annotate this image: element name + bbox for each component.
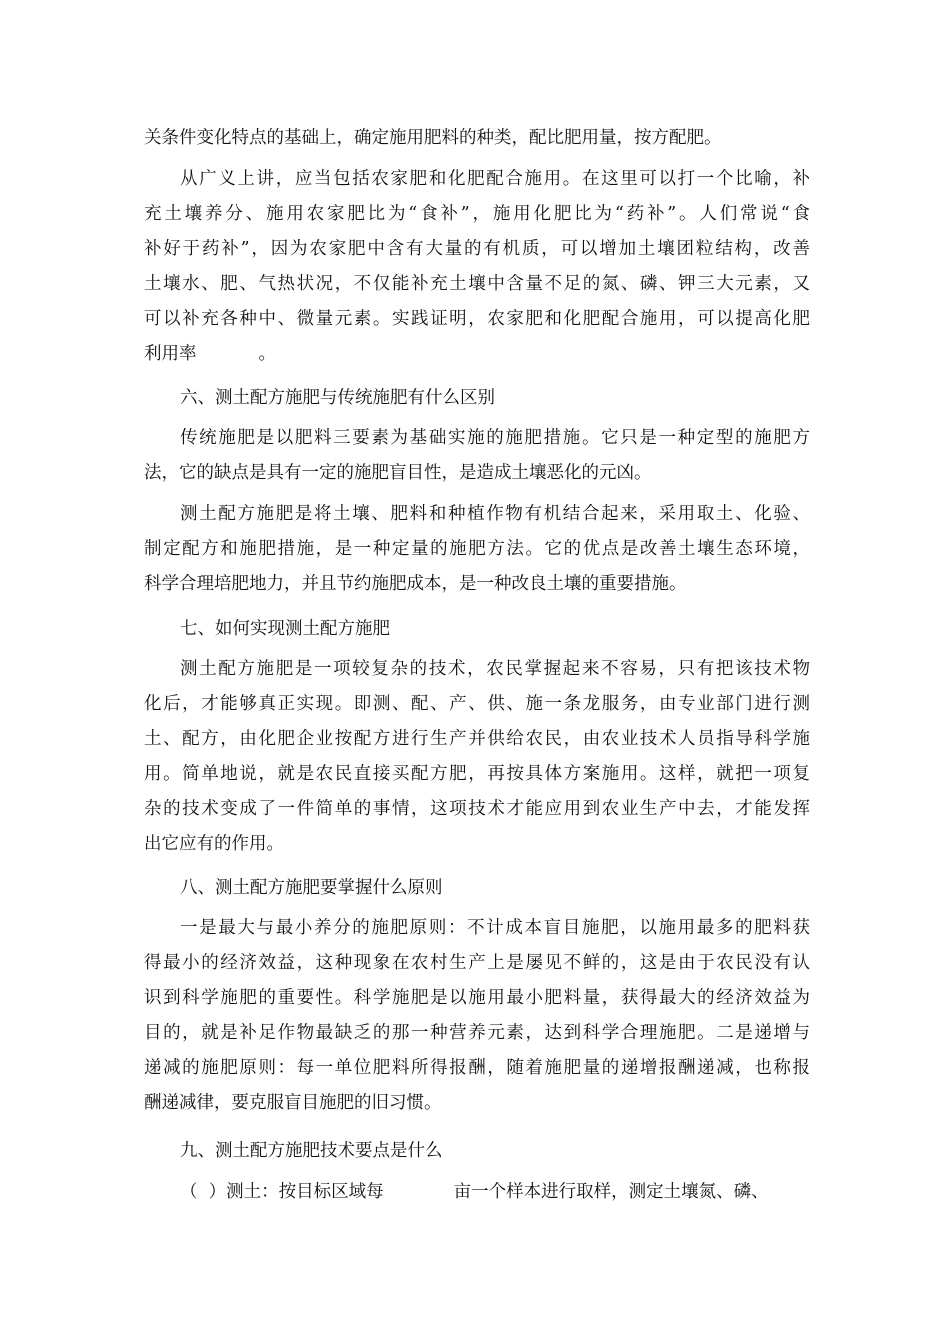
- paragraph-traditional-fertilization: [144, 421, 810, 491]
- section-heading-6: 六、测土配方施肥与传统施肥有什么区别: [180, 388, 495, 408]
- text-line: 识到科学施肥的重要性。科学施肥是以施用最小肥料量，获得最大的经济效益为: [144, 988, 810, 1008]
- text-line: 从广义上讲，应当包括农家肥和化肥配合施用。在这里可以打一个比喻，补: [180, 169, 810, 189]
- paragraph-continuation: [144, 121, 810, 156]
- text-line: 测土配方施肥是一项较复杂的技术，农民掌握起来不容易，只有把该技术物: [180, 659, 810, 679]
- text-line-with-gap: [144, 337, 810, 372]
- text-line: 杂的技术变成了一件简单的事情，这项技术才能应用到农业生产中去，才能发挥: [144, 799, 810, 819]
- text-line: 得最小的经济效益，这种现象在农村生产上是屡见不鲜的，这是由于农民没有认: [144, 953, 810, 973]
- paragraph-broad-sense: [144, 162, 810, 372]
- text-fragment: 利用率: [144, 344, 197, 364]
- text-fragment: （ ）测土：按目标区域每: [180, 1182, 384, 1202]
- text-line: 法，它的缺点是具有一定的施肥盲目性，是造成土壤恶化的元凶。: [144, 463, 652, 483]
- paragraph-principles: [144, 911, 810, 1121]
- text-line: 一是最大与最小养分的施肥原则：不计成本盲目施肥，以施用最多的肥料获: [180, 918, 810, 938]
- text-line: 酬递减律，要克服盲目施肥的旧习惯。: [144, 1093, 442, 1113]
- text-line: 可以补充各种中、微量元素。实践证明，农家肥和化肥配合施用，可以提高化肥: [144, 309, 810, 329]
- section-heading-9: 九、测土配方施肥技术要点是什么: [180, 1141, 443, 1161]
- section-heading-7: 七、如何实现测土配方施肥: [180, 619, 390, 639]
- text-line: 化后，才能够真正实现。即测、配、产、供、施一条龙服务，由专业部门进行测: [144, 694, 810, 714]
- text-line: 土、配方，由化肥企业按配方进行生产并供给农民，由农业技术人员指导科学施: [144, 729, 810, 749]
- paragraph-implementation: [144, 652, 810, 862]
- text-line: 关条件变化特点的基础上，确定施用肥料的种类，配比肥用量，按方配肥。: [144, 128, 722, 148]
- paragraph-soil-testing-formula: [144, 497, 810, 602]
- text-fragment: 亩一个样本进行取样，测定土壤氮、磷、: [453, 1182, 769, 1202]
- text-line: 用。简单地说，就是农民直接买配方肥，再按具体方案施用。这样，就把一项复: [144, 764, 810, 784]
- text-fragment: 。: [258, 344, 276, 364]
- section-heading-8: 八、测土配方施肥要掌握什么原则: [180, 878, 443, 898]
- text-line: 递减的施肥原则：每一单位肥料所得报酬，随着施肥量的递增报酬递减，也称报: [144, 1058, 810, 1078]
- text-line: 充土壤养分、施用农家肥比为“食补”，施用化肥比为“药补”。人们常说“食: [144, 204, 810, 224]
- text-line: 出它应有的作用。: [144, 834, 284, 854]
- text-line: 制定配方和施肥措施，是一种定量的施肥方法。它的优点是改善土壤生态环境，: [144, 539, 810, 559]
- text-line: 目的，就是补足作物最缺乏的那一种营养元素，达到科学合理施肥。二是递增与: [144, 1023, 810, 1043]
- text-line: 传统施肥是以肥料三要素为基础实施的施肥措施。它只是一种定型的施肥方: [180, 428, 810, 448]
- text-line: 补好于药补”，因为农家肥中含有大量的有机质，可以增加土壤团粒结构，改善: [144, 239, 810, 259]
- text-line: 科学合理培肥地力，并且节约施肥成本，是一种改良土壤的重要措施。: [144, 574, 687, 594]
- text-line: 测土配方施肥是将土壤、肥料和种植作物有机结合起来，采用取土、化验、: [180, 504, 810, 524]
- text-line: 土壤水、肥、气热状况，不仅能补充土壤中含量不足的氮、磷、钾三大元素，又: [144, 274, 810, 294]
- paragraph-soil-testing-step: [180, 1175, 769, 1210]
